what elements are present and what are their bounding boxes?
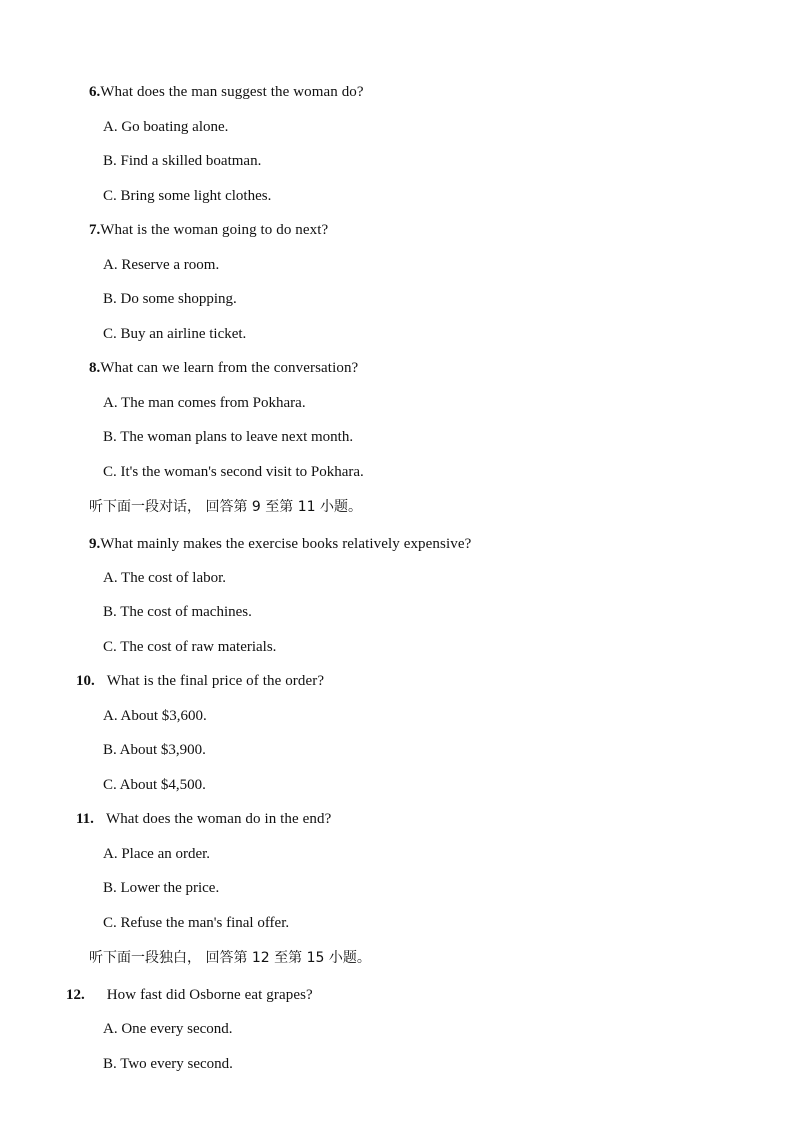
question-11 xyxy=(76,809,331,829)
question-text: What mainly makes the exercise books relatively expensive? xyxy=(100,536,472,552)
question-10 xyxy=(76,671,324,691)
option-6b: B. Find a skilled boatman. xyxy=(103,153,262,169)
option-11b: B. Lower the price. xyxy=(103,880,220,896)
question-7 xyxy=(89,220,328,240)
section-instruction-2: 听下面一段独白， 回答第 12 至第 15 小题。 xyxy=(89,950,371,966)
section-instruction-1: 听下面一段对话， 回答第 9 至第 11 小题。 xyxy=(89,499,362,515)
option-7b: B. Do some shopping. xyxy=(103,291,237,307)
question-number: 9. xyxy=(89,536,101,552)
question-12 xyxy=(66,985,313,1005)
option-7c: C. Buy an airline ticket. xyxy=(103,326,247,342)
question-number: 10. xyxy=(76,673,95,689)
option-6c: C. Bring some light clothes. xyxy=(103,188,272,204)
question-number: 8. xyxy=(89,360,101,376)
option-9c: C. The cost of raw materials. xyxy=(103,639,277,655)
question-number: 6. xyxy=(89,84,101,100)
option-12b: B. Two every second. xyxy=(103,1056,233,1072)
question-text: What can we learn from the conversation? xyxy=(100,360,359,376)
question-text: What is the final price of the order? xyxy=(106,673,325,689)
option-9b: B. The cost of machines. xyxy=(103,604,252,620)
option-10c: C. About $4,500. xyxy=(103,777,206,793)
question-6 xyxy=(89,82,364,102)
option-8a: A. The man comes from Pokhara. xyxy=(103,395,306,411)
question-number: 11. xyxy=(76,811,94,827)
option-11a: A. Place an order. xyxy=(103,846,211,862)
option-8b: B. The woman plans to leave next month. xyxy=(103,429,354,445)
question-number: 12. xyxy=(66,987,85,1003)
question-number: 7. xyxy=(89,222,101,238)
option-10a: A. About $3,600. xyxy=(103,708,207,724)
question-text: What does the man suggest the woman do? xyxy=(100,84,364,100)
option-11c: C. Refuse the man's final offer. xyxy=(103,915,290,931)
option-10b: B. About $3,900. xyxy=(103,742,206,758)
question-9 xyxy=(89,534,471,554)
question-8 xyxy=(89,358,358,378)
question-text: What does the woman do in the end? xyxy=(105,811,332,827)
question-text: What is the woman going to do next? xyxy=(100,222,329,238)
option-9a: A. The cost of labor. xyxy=(103,570,227,586)
option-12a: A. One every second. xyxy=(103,1021,233,1037)
question-text: How fast did Osborne eat grapes? xyxy=(106,987,313,1003)
option-8c: C. It's the woman's second visit to Pokhara. xyxy=(103,464,364,480)
option-7a: A. Reserve a room. xyxy=(103,257,220,273)
option-6a: A. Go boating alone. xyxy=(103,119,229,135)
